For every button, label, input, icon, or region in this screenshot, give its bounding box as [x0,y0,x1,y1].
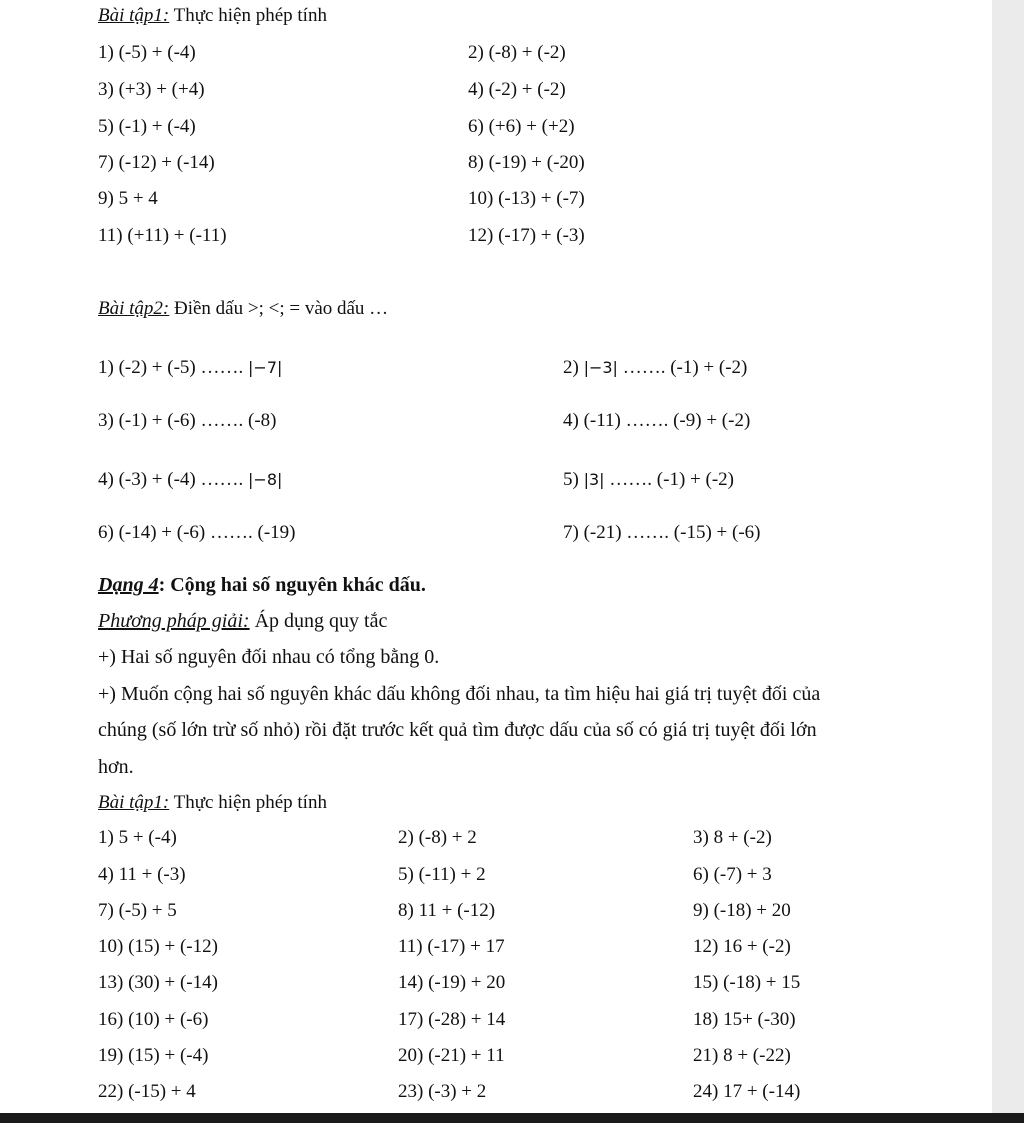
ex2-num: 2) [563,357,584,378]
abs-value: |−8| [248,470,283,489]
ex1-item: 11) (+11) + (-11) [98,225,227,246]
ex2-item [563,356,747,380]
ex3-item: 17) (-28) + 14 [398,1009,506,1030]
ex1-title: Thực hiện phép tính [169,5,327,26]
ex1-item: 3) (+3) + (+4) [98,79,205,100]
ex3-item: 16) (10) + (-6) [98,1009,209,1030]
ex3-item: 4) 11 + (-3) [98,864,186,885]
abs-value: |−3| [583,358,618,377]
ex2-item [563,468,734,492]
ex3-item: 2) (-8) + 2 [398,827,477,848]
ex3-item: 20) (-21) + 11 [398,1045,505,1066]
ex2-expr: 1) (-2) + (-5) ……. [98,357,244,378]
method-line [98,609,387,633]
ex2-item: 3) (-1) + (-6) ……. (-8) [98,410,277,431]
ex3-item: 8) 11 + (-12) [398,900,496,921]
rule-1: +) Hai số nguyên đối nhau có tổng bằng 0. [98,646,440,668]
ex3-item: 6) (-7) + 3 [693,864,772,885]
ex3-item: 7) (-5) + 5 [98,900,177,921]
method-text: Áp dụng quy tắc [249,610,388,632]
ex3-item: 23) (-3) + 2 [398,1081,487,1102]
ex1-heading [98,4,327,28]
ex3-item: 24) 17 + (-14) [693,1081,801,1102]
rule-2-line-2: chúng (số lớn trừ số nhỏ) rồi đặt trước kết quả tìm được dấu của số có giá trị tuyệt đối lớn [98,719,817,741]
ex1-item: 2) (-8) + (-2) [468,42,566,63]
rule-2-line-3: hơn. [98,756,134,778]
ex3-item: 19) (15) + (-4) [98,1045,209,1066]
ex1-item: 1) (-5) + (-4) [98,42,196,63]
ex1-item: 5) (-1) + (-4) [98,116,196,137]
ex1-item: 8) (-19) + (-20) [468,152,585,173]
ex1-item: 4) (-2) + (-2) [468,79,566,100]
ex3-item: 5) (-11) + 2 [398,864,486,885]
abs-value: |3| [583,470,605,489]
ex2-item: 7) (-21) ……. (-15) + (-6) [563,522,761,543]
ex3-label: Bài tập1: [98,792,170,813]
ex3-item: 13) (30) + (-14) [98,972,218,993]
ex1-item: 6) (+6) + (+2) [468,116,575,137]
ex2-title: Điền dấu >; <; = vào dấu … [169,298,389,319]
ex3-heading [98,791,327,815]
ex2-item [98,356,282,380]
ex3-item: 10) (15) + (-12) [98,936,218,957]
ex2-expr: ……. (-1) + (-2) [604,469,734,490]
ex3-title: Thực hiện phép tính [169,792,327,813]
ex3-item: 22) (-15) + 4 [98,1081,196,1102]
ex2-item [98,468,282,492]
ex1-item: 9) 5 + 4 [98,188,158,209]
ex3-item: 1) 5 + (-4) [98,827,177,848]
ex1-item: 10) (-13) + (-7) [468,188,585,209]
ex3-item: 11) (-17) + 17 [398,936,505,957]
ex1-item: 7) (-12) + (-14) [98,152,215,173]
ex1-item: 12) (-17) + (-3) [468,225,585,246]
ex2-item: 6) (-14) + (-6) ……. (-19) [98,522,296,543]
dang4-heading [98,573,426,597]
ex1-label: Bài tập1: [98,5,170,26]
ex2-num: 5) [563,469,584,490]
ex3-item: 14) (-19) + 20 [398,972,506,993]
page-bottom-bar [0,1113,1024,1123]
ex3-item: 9) (-18) + 20 [693,900,791,921]
ex3-item: 3) 8 + (-2) [693,827,772,848]
ex3-item: 18) 15+ (-30) [693,1009,796,1030]
abs-value: |−7| [248,358,283,377]
dang4-label: Dạng 4 [98,574,159,596]
dang4-title: : Cộng hai số nguyên khác dấu. [158,574,426,596]
ex2-heading [98,297,388,321]
ex2-expr: ……. (-1) + (-2) [617,357,748,378]
ex3-item: 12) 16 + (-2) [693,936,791,957]
rule-2-line-1: +) Muốn cộng hai số nguyên khác dấu không đối nhau, ta tìm hiệu hai giá trị tuyệt đối của [98,683,821,705]
method-label: Phương pháp giải: [98,610,250,632]
ex3-item: 21) 8 + (-22) [693,1045,791,1066]
ex2-item: 4) (-11) ……. (-9) + (-2) [563,410,751,431]
ex2-expr: 4) (-3) + (-4) ……. [98,469,244,490]
ex2-label: Bài tập2: [98,298,170,319]
ex3-item: 15) (-18) + 15 [693,972,801,993]
